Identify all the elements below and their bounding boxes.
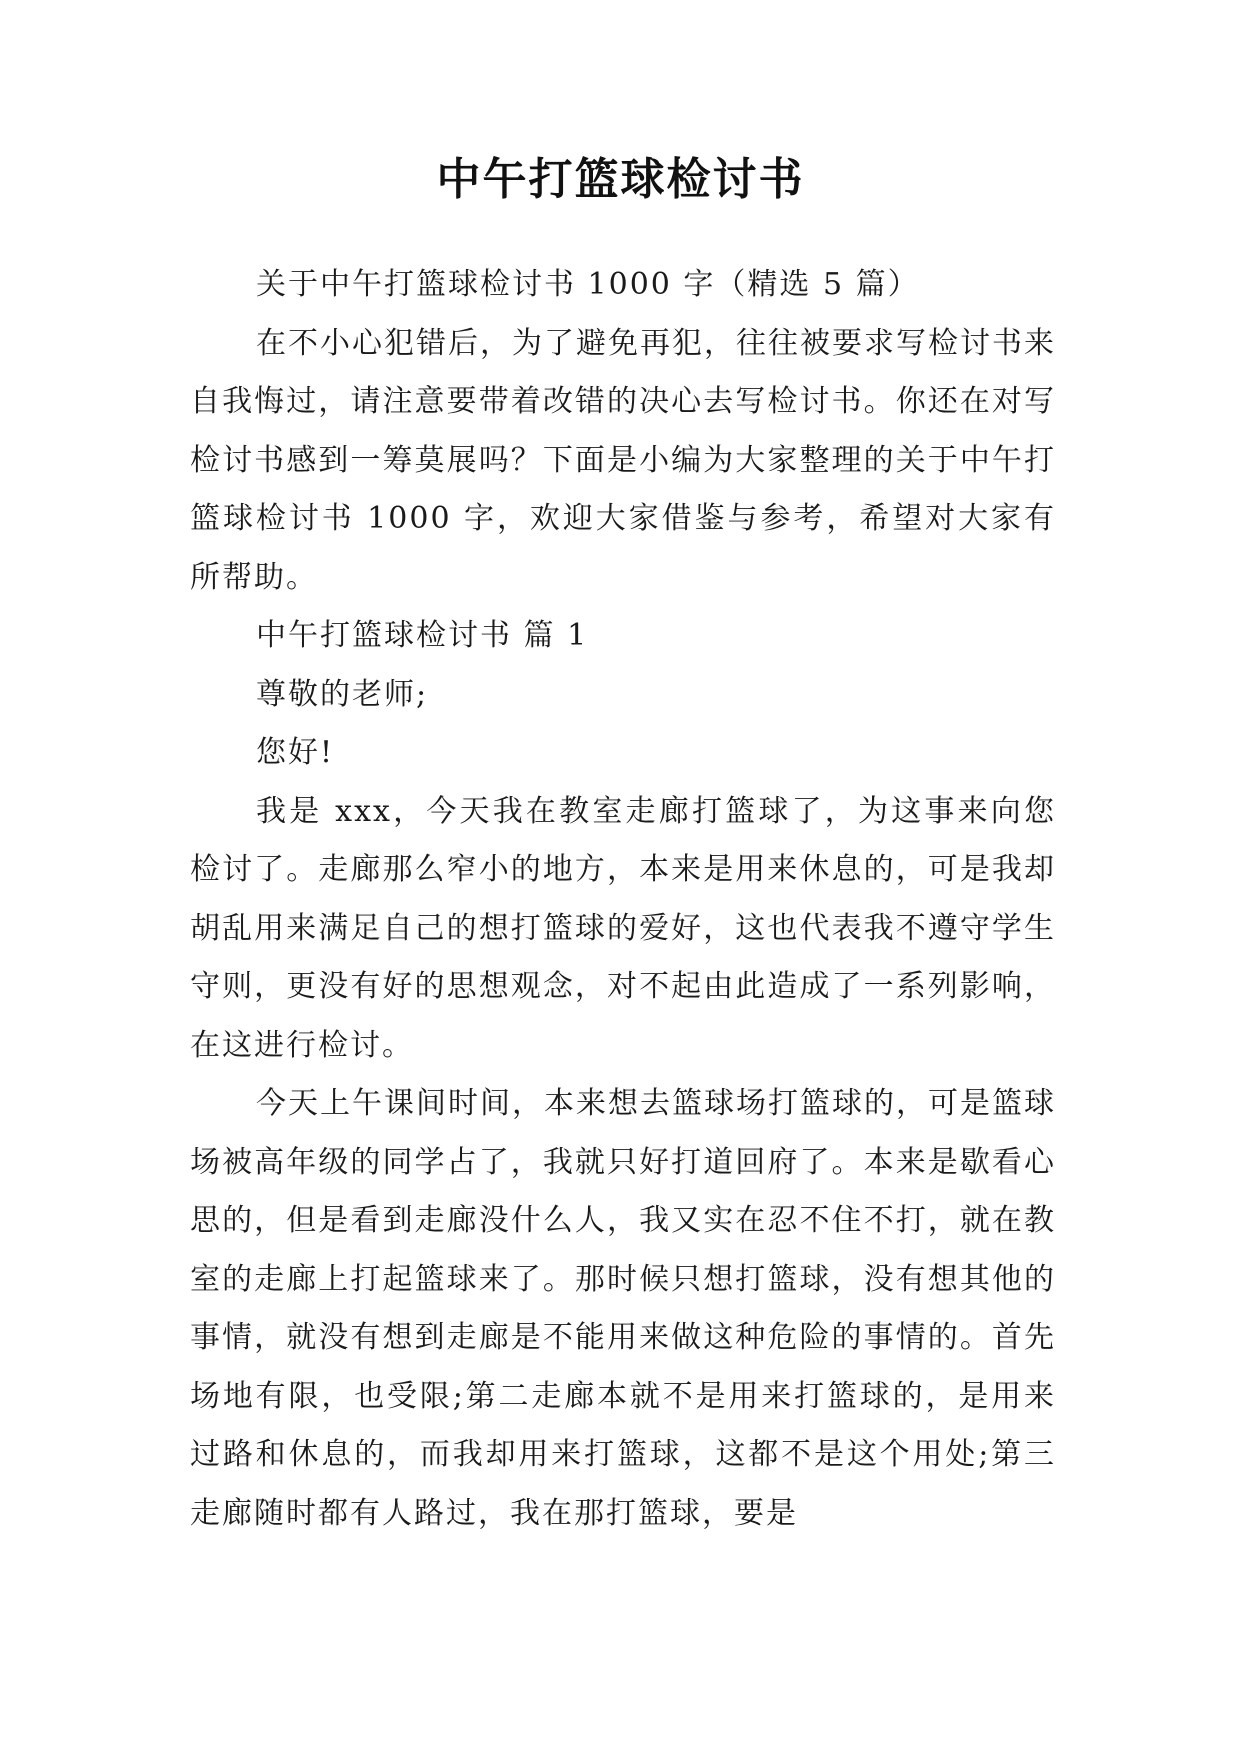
- paragraph-body-1: 我是 xxx，今天我在教室走廊打篮球了，为这事来向您检讨了。走廊那么窄小的地方，本来是用来休息的，可是我却胡乱用来满足自己的想打篮球的爱好，这也代表我不遵守学生守则，更没有好的思想观念，对不起由此造成了一系列影响，在这进行检讨。: [190, 793, 1056, 1063]
- paragraph-body-2: 今天上午课间时间，本来想去篮球场打篮球的，可是篮球场被高年级的同学占了，我就只好打道回府了。本来是歇看心思的，但是看到走廊没什么人，我又实在忍不住不打，就在教室的走廊上打起篮球来了。那时候只想打篮球，没有想其他的事情，就没有想到走廊是不能用来做这种危险的事情的。首先场地有限，也受限;第二走廊本就不是用来打篮球的，是用来过路和休息的，而我却用来打篮球，这都不是这个用处;第三走廊随时都有人路过，我在那打篮球，要是: [190, 1086, 1056, 1531]
- paragraph-section-heading: 中午打篮球检讨书 篇 1: [256, 618, 589, 653]
- paragraph-intro-heading: 关于中午打篮球检讨书 1000 字（精选 5 篇）: [256, 267, 920, 302]
- paragraph-intro: 在不小心犯错后，为了避免再犯，往往被要求写检讨书来自我悔过，请注意要带着改错的决心去写检讨书。你还在对写检讨书感到一筹莫展吗？下面是小编为大家整理的关于中午打篮球检讨书 1000 字，欢迎大家借鉴与参考，希望对大家有所帮助。: [190, 325, 1056, 595]
- paragraph-salutation: 尊敬的老师;: [256, 676, 429, 712]
- document-title: 中午打篮球检讨书: [436, 154, 805, 205]
- paragraph-greeting: 您好!: [256, 735, 335, 770]
- document-body: [190, 256, 1056, 1543]
